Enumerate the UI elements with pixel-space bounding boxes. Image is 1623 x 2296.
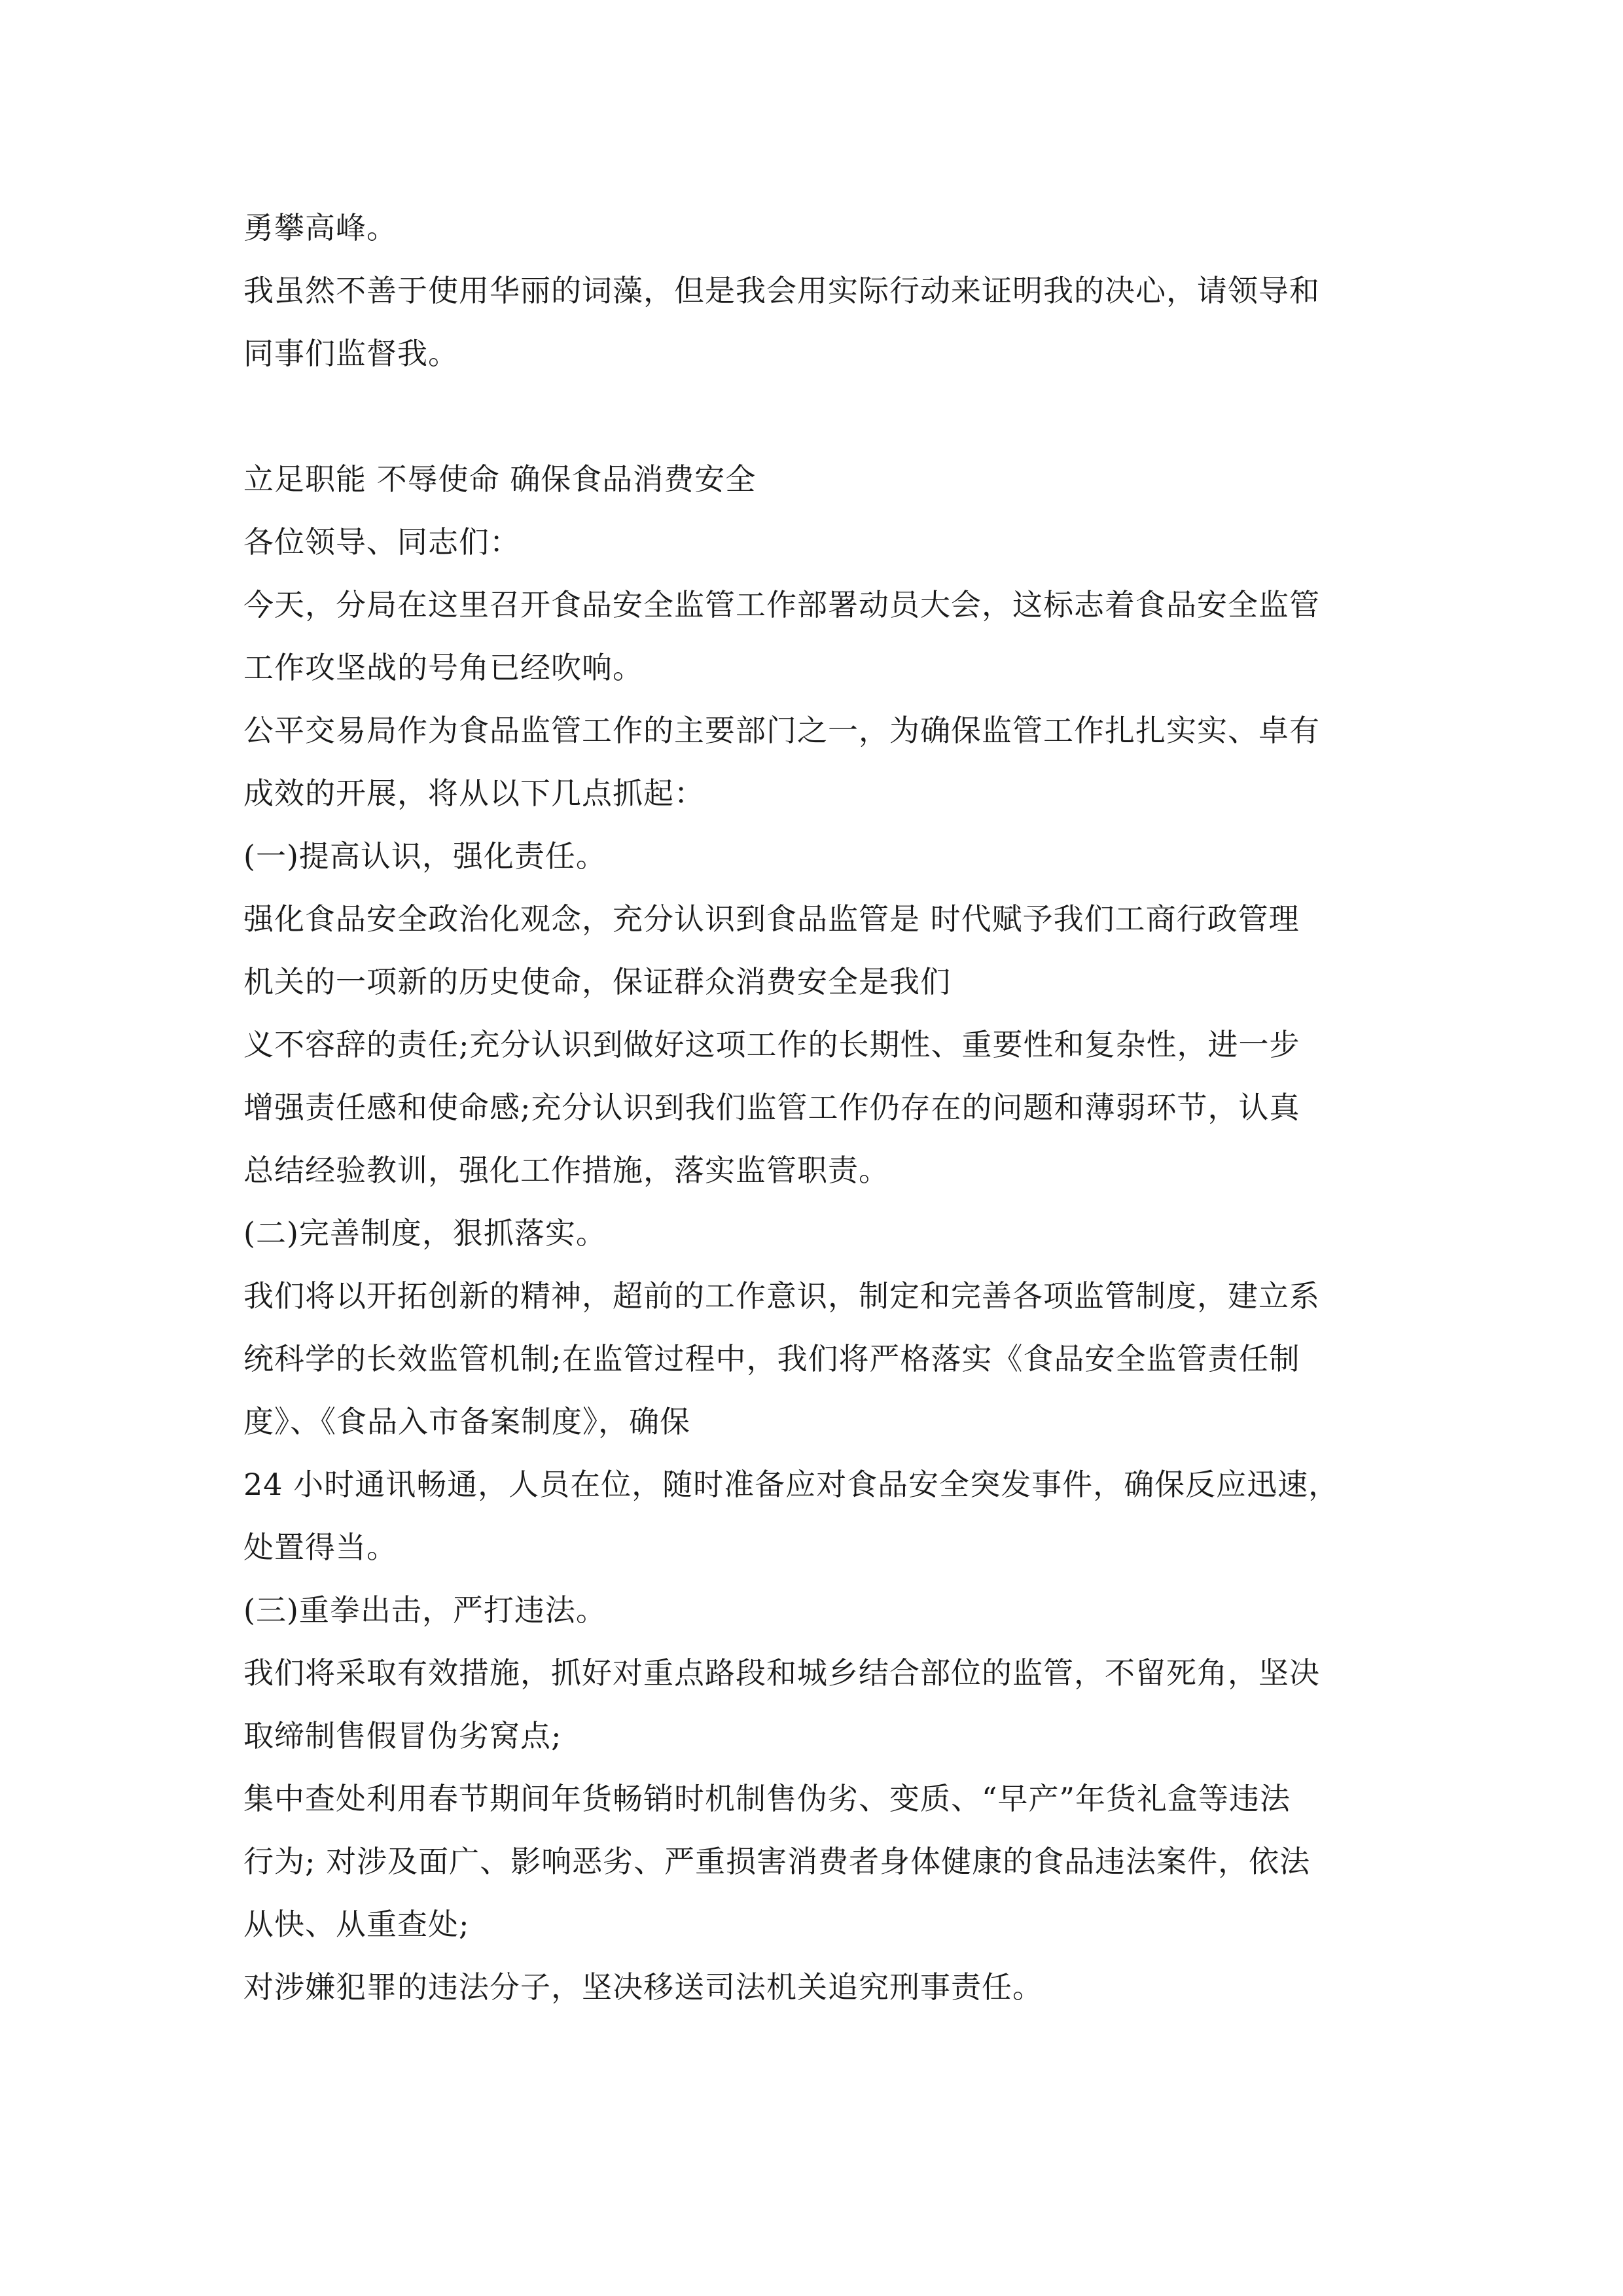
heading-2: (二)完善制度，狠抓落实。 [243,1215,607,1251]
paragraph-gap [243,385,1395,448]
text-line: 从快、从重查处; [243,1907,470,1942]
text-line: 公平交易局作为食品监管工作的主要部门之一，为确保监管工作扎扎实实、卓有 [243,713,1320,748]
text-line: 24 小时通讯畅通，人员在位，随时准备应对食品安全突发事件，确保反应迅速， [243,1467,1340,1502]
text-line: 处置得当。 [243,1530,397,1565]
text-line: 勇攀高峰。 [243,210,397,245]
heading-3: (三)重拳出击，严打违法。 [243,1592,607,1628]
text-line: 总结经验教训，强化工作措施，落实监管职责。 [243,1153,889,1188]
text-line: 成效的开展，将从以下几点抓起： [243,776,705,811]
text-line: 统科学的长效监管机制;在监管过程中，我们将严格落实《食品安全监管责任制 [243,1341,1300,1376]
text-line: 我们将以开拓创新的精神，超前的工作意识，制定和完善各项监管制度，建立系 [243,1278,1320,1314]
text-line: 我们将采取有效措施，抓好对重点路段和城乡结合部位的监管，不留死角，坚决 [243,1655,1320,1691]
text-line: 增强责任感和使命感;充分认识到我们监管工作仍存在的问题和薄弱环节，认真 [243,1090,1300,1125]
text-line: 度》、《食品入市备案制度》，确保 [243,1404,690,1439]
section-title: 立足职能 不辱使命 确保食品消费安全 [243,461,757,497]
heading-1: (一)提高认识，强化责任。 [243,838,607,874]
salutation: 各位领导、同志们： [243,524,520,560]
document-body [243,196,1395,2018]
text-line: 对涉嫌犯罪的违法分子，坚决移送司法机关追究刑事责任。 [243,1969,1043,2005]
text-line: 我虽然不善于使用华丽的词藻，但是我会用实际行动来证明我的决心，请领导和 [243,273,1320,308]
text-line: 机关的一项新的历史使命，保证群众消费安全是我们 [243,964,951,999]
text-line: 行为; 对涉及面广、影响恶劣、严重损害消费者身体健康的食品违法案件，依法 [243,1844,1311,1879]
text-line: 集中查处利用春节期间年货畅销时机制售伪劣、变质、“早产”年货礼盒等违法 [243,1781,1291,1816]
text-line: 取缔制售假冒伪劣窝点; [243,1718,562,1753]
text-line: 义不容辞的责任;充分认识到做好这项工作的长期性、重要性和复杂性，进一步 [243,1027,1300,1062]
text-line: 工作攻坚战的号角已经吹响。 [243,650,643,685]
text-line: 同事们监督我。 [243,336,459,371]
text-line: 今天，分局在这里召开食品安全监管工作部署动员大会，这标志着食品安全监管 [243,587,1320,622]
text-line: 强化食品安全政治化观念，充分认识到食品监管是 时代赋予我们工商行政管理 [243,901,1300,937]
